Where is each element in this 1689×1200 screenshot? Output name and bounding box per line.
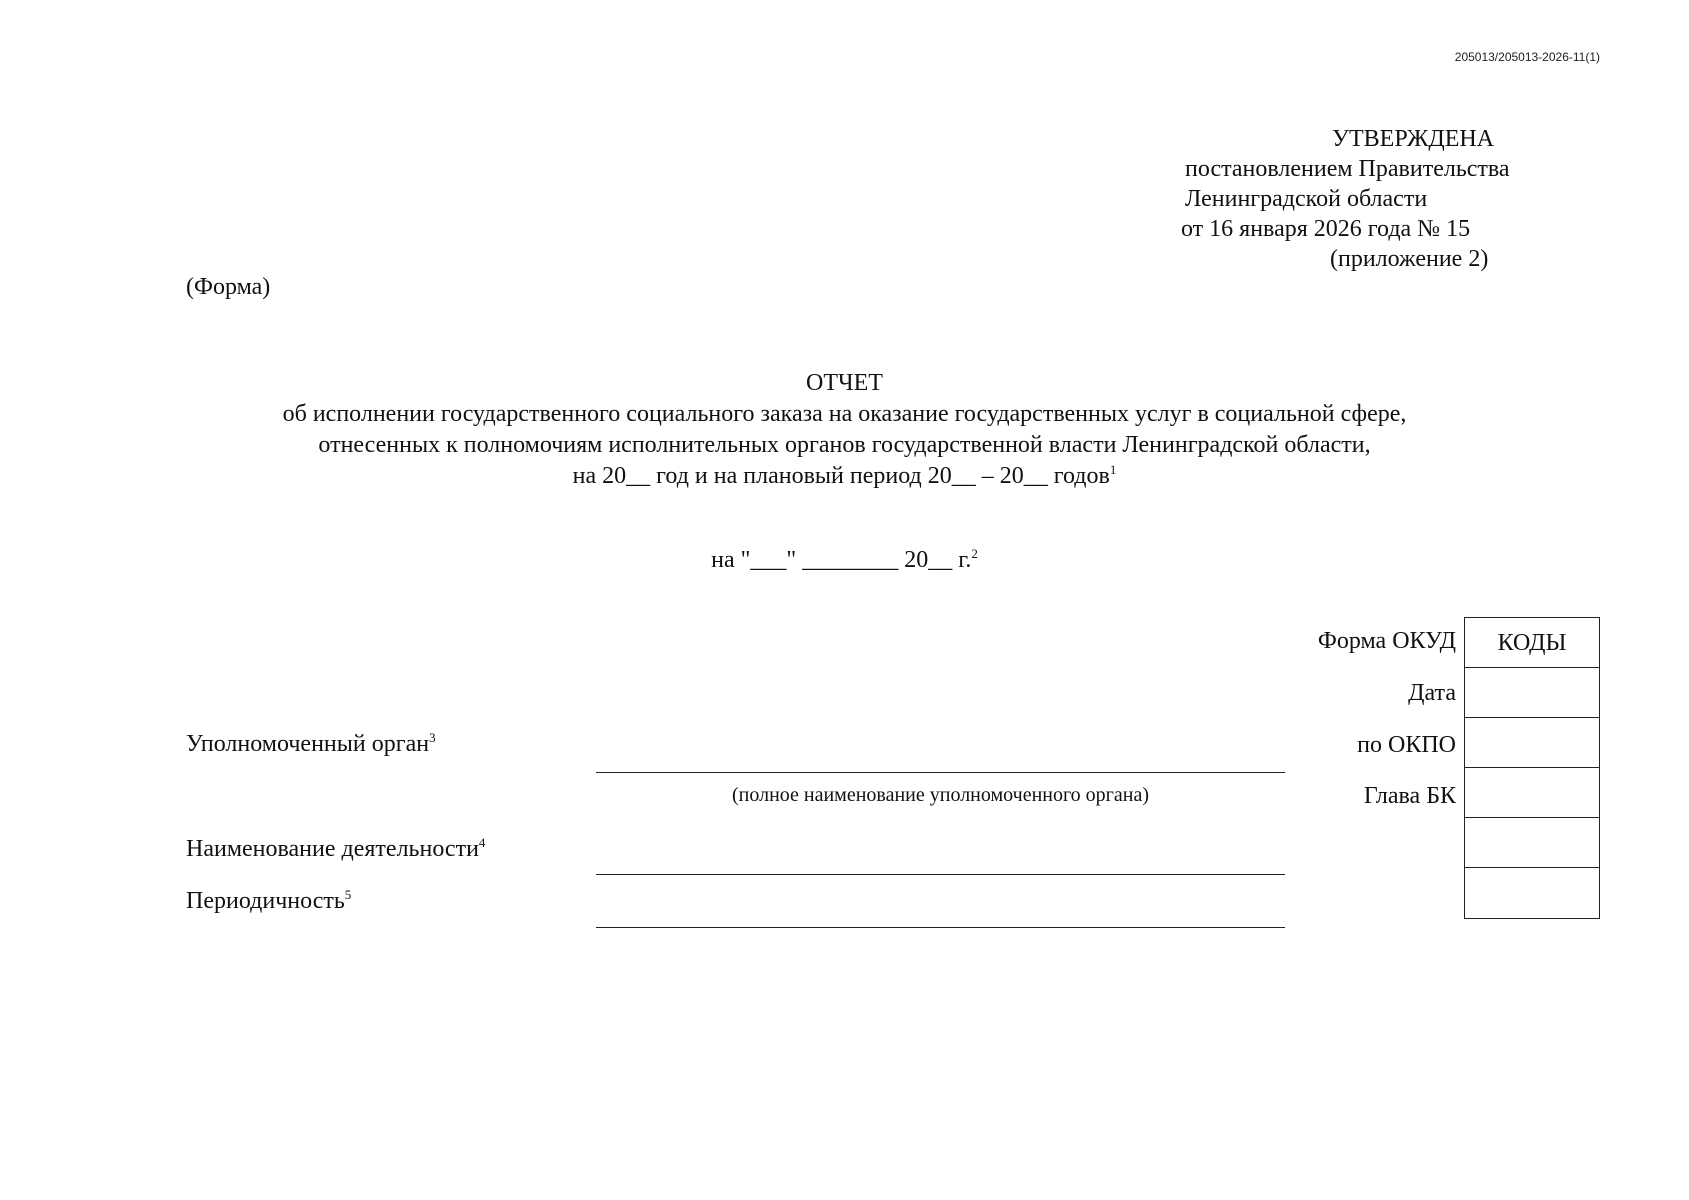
- approval-line-2: постановлением Правительства: [1185, 156, 1510, 182]
- footnote-4: 4: [478, 835, 486, 850]
- code-date-cell[interactable]: [1465, 718, 1599, 768]
- footnote-5: 5: [344, 887, 352, 902]
- okud-label: Форма ОКУД: [1317, 628, 1456, 654]
- periodicity-field[interactable]: [596, 927, 1285, 928]
- document-code: 205013/205013-2026-11(1): [1454, 50, 1600, 64]
- report-period-text: на 20__ год и на плановый период 20__ – 20__ годов: [572, 463, 1110, 489]
- as-of-text: на "___" ________ 20__ г.: [711, 547, 972, 573]
- code-extra-cell[interactable]: [1465, 868, 1599, 918]
- report-title-line-2: отнесенных к полномочиям исполнительных органов государственной власти Ленинградской области,: [318, 432, 1371, 458]
- report-as-of-date: [0, 547, 1689, 574]
- report-heading: ОТЧЕТ: [806, 370, 883, 396]
- periodicity-label: Периодичность$^5$: [186, 887, 352, 914]
- report-title-line-1: об исполнении государственного социального заказа на оказание государственных услуг в социальной сфере,: [282, 401, 1407, 427]
- report-title-block: [0, 368, 1689, 492]
- glava-bk-label: Глава БК: [1363, 783, 1456, 809]
- approval-title: УТВЕРЖДЕНА: [1332, 126, 1495, 152]
- footnote-1: 1: [1109, 462, 1117, 477]
- footnote-2: 2: [971, 546, 978, 561]
- activity-name-label: Наименование деятельности$^4$: [186, 835, 486, 862]
- okpo-label: по ОКПО: [1357, 732, 1456, 758]
- approval-appendix: (приложение 2): [1330, 246, 1489, 272]
- code-okpo-cell[interactable]: [1465, 768, 1599, 818]
- codes-table: [1464, 617, 1600, 919]
- form-label: (Форма): [186, 274, 271, 300]
- approval-stamp: [1175, 124, 1535, 274]
- report-title-line-3: [0, 461, 1689, 492]
- code-glava-bk-cell[interactable]: [1465, 818, 1599, 868]
- codes-header: КОДЫ: [1465, 618, 1599, 668]
- date-label: Дата: [1408, 680, 1456, 706]
- code-okud-cell[interactable]: [1465, 668, 1599, 718]
- activity-name-field[interactable]: [596, 874, 1285, 875]
- approval-date: от 16 января 2026 года № 15: [1181, 216, 1471, 242]
- authorized-body-label: Уполномоченный орган$^3$: [186, 730, 436, 757]
- authorized-body-field[interactable]: [596, 772, 1285, 773]
- approval-line-3: Ленинградской области: [1185, 186, 1428, 212]
- authorized-body-hint: (полное наименование уполномоченного органа): [731, 784, 1149, 806]
- footnote-3: 3: [429, 730, 436, 745]
